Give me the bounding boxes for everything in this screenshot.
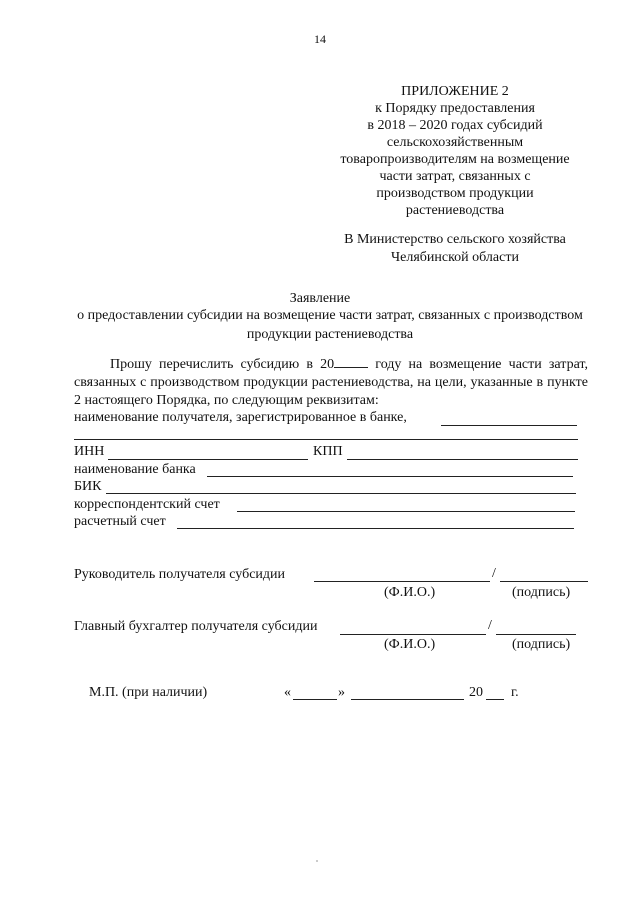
date-year-prefix: 20 bbox=[469, 685, 483, 700]
kpp-label: КПП bbox=[313, 444, 343, 459]
recipient-name-label: наименование получателя, зарегистрированное в банке, bbox=[74, 410, 407, 425]
scan-dot bbox=[316, 860, 318, 862]
appendix-line: к Порядку предоставления bbox=[375, 101, 535, 116]
request-part1: Прошу перечислить субсидию в 20 bbox=[110, 357, 335, 372]
inn-label: ИНН bbox=[74, 444, 105, 459]
addressee bbox=[320, 231, 590, 267]
statement-subtitle: о предоставлении субсидии на возмещение части затрат, связанных с производством продукции растениеводства bbox=[77, 308, 583, 342]
date-day-line[interactable] bbox=[293, 699, 337, 700]
addressee-line: В Министерство сельского хозяйства bbox=[344, 232, 566, 247]
correspondent-account-line[interactable] bbox=[237, 511, 575, 512]
head-signature-label: Руководитель получателя субсидии bbox=[74, 567, 286, 582]
accountant-fio-line[interactable] bbox=[340, 634, 486, 635]
date-year-suffix: г. bbox=[511, 685, 519, 700]
appendix-line: сельскохозяйственным bbox=[386, 135, 524, 150]
bank-name-line[interactable] bbox=[207, 476, 573, 477]
bik-line[interactable] bbox=[106, 493, 576, 494]
recipient-name-line-2[interactable] bbox=[74, 439, 578, 440]
settlement-account-label: расчетный счет bbox=[74, 514, 166, 529]
bank-name-label: наименование банка bbox=[74, 462, 196, 477]
appendix-line: в 2018 – 2020 годах субсидий bbox=[367, 118, 543, 133]
head-slash: / bbox=[492, 566, 496, 581]
request-paragraph bbox=[74, 354, 588, 410]
inn-line[interactable] bbox=[108, 459, 308, 460]
page-number: 14 bbox=[314, 32, 326, 46]
accountant-slash: / bbox=[488, 618, 492, 633]
appendix-line: части затрат, связанных с bbox=[379, 169, 531, 184]
head-fio-caption: (Ф.И.О.) bbox=[384, 585, 436, 600]
request-part2: году на возмещение части затрат, связанных с производством продукции растениеводства, на цели, указанные в пункте 2 настоящего Порядка, по следующим реквизитам: bbox=[74, 357, 588, 408]
accountant-signature-line[interactable] bbox=[496, 634, 576, 635]
appendix-line: производством продукции bbox=[376, 186, 534, 201]
head-fio-line[interactable] bbox=[314, 581, 490, 582]
kpp-line[interactable] bbox=[347, 459, 578, 460]
date-quote-open: « bbox=[284, 685, 291, 700]
statement-title: Заявление bbox=[289, 291, 351, 306]
date-year-line[interactable] bbox=[486, 699, 504, 700]
head-signature-line[interactable] bbox=[500, 581, 588, 582]
seal-label: М.П. (при наличии) bbox=[89, 685, 208, 700]
date-month-line[interactable] bbox=[351, 699, 464, 700]
year-blank[interactable] bbox=[334, 354, 368, 368]
accountant-fio-caption: (Ф.И.О.) bbox=[384, 637, 436, 652]
addressee-line: Челябинской области bbox=[391, 250, 519, 265]
correspondent-account-label: корреспондентский счет bbox=[74, 497, 220, 512]
settlement-account-line[interactable] bbox=[177, 528, 574, 529]
chief-accountant-signature-label: Главный бухгалтер получателя субсидии bbox=[74, 619, 318, 634]
recipient-name-line[interactable] bbox=[441, 425, 577, 426]
accountant-signature-caption: (подпись) bbox=[512, 637, 571, 652]
appendix-title: ПРИЛОЖЕНИЕ 2 bbox=[401, 84, 509, 99]
appendix-block bbox=[320, 83, 590, 219]
head-signature-caption: (подпись) bbox=[512, 585, 571, 600]
date-quote-close: » bbox=[338, 685, 345, 700]
bik-label: БИК bbox=[74, 479, 102, 494]
appendix-line: растениеводства bbox=[405, 203, 505, 218]
appendix-line: товаропроизводителям на возмещение bbox=[340, 152, 570, 167]
